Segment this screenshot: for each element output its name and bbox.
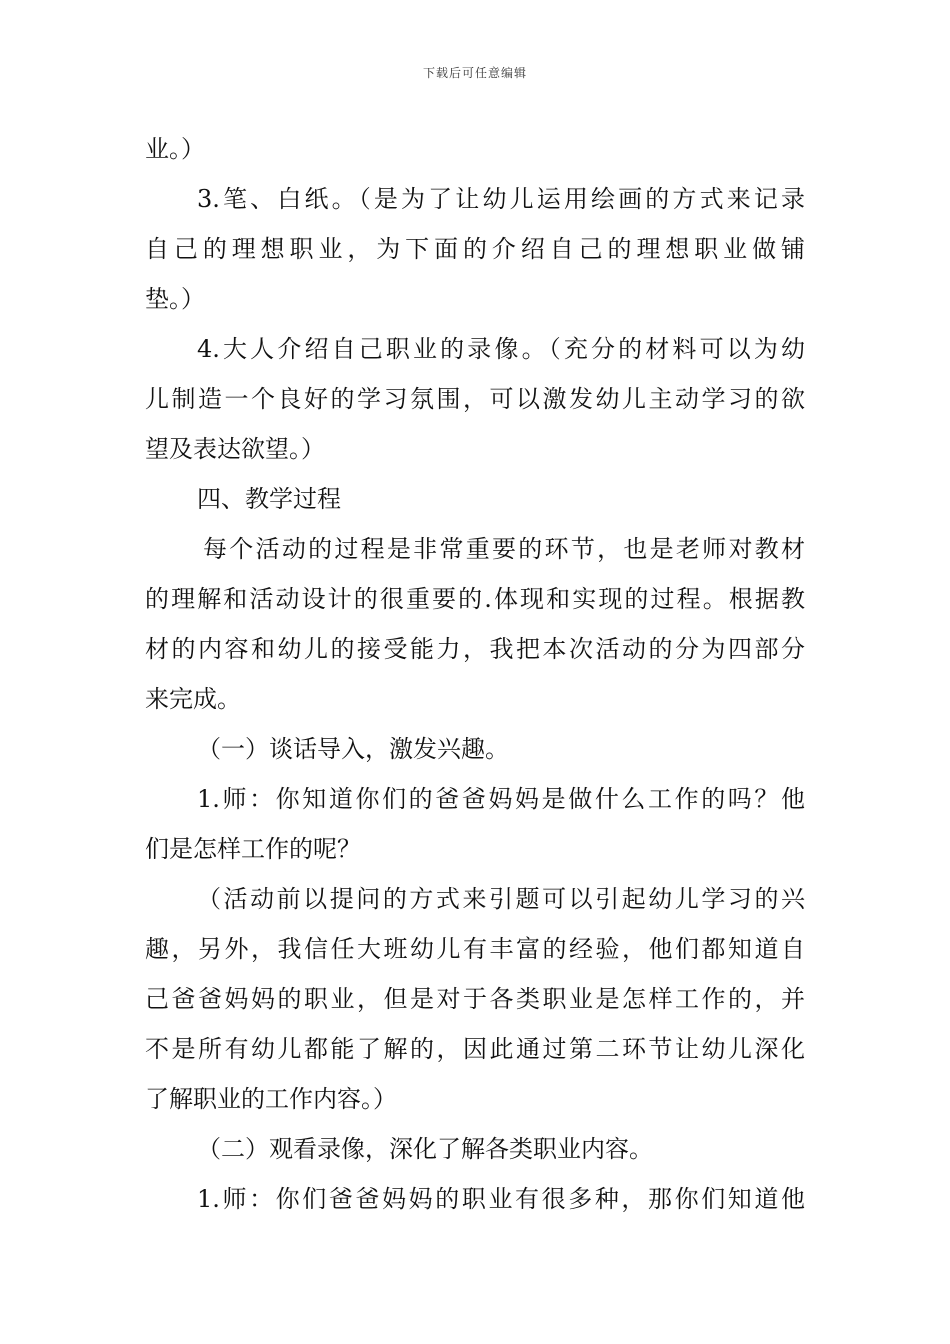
list-item-4: 4.大人介绍自己职业的录像。（充分的材料可以为幼 bbox=[197, 335, 805, 363]
document-body bbox=[145, 124, 805, 1224]
text-line: 趣，另外，我信任大班幼儿有丰富的经验，他们都知道自 bbox=[145, 935, 805, 963]
subsection-heading: （一）谈话导入，激发兴趣。 bbox=[197, 735, 509, 763]
text-line: 材的内容和幼儿的接受能力，我把本次活动的分为四部分 bbox=[145, 635, 805, 663]
paragraph-start: （活动前以提问的方式来引题可以引起幼儿学习的兴 bbox=[197, 885, 805, 913]
text-line: 己爸爸妈妈的职业，但是对于各类职业是怎样工作的，并 bbox=[145, 985, 805, 1013]
list-item-1: 1.师：你知道你们的爸爸妈妈是做什么工作的吗？他 bbox=[197, 785, 805, 813]
list-item-3: 3.笔、白纸。（是为了让幼儿运用绘画的方式来记录 bbox=[197, 185, 805, 213]
text-line: 了解职业的工作内容。） bbox=[145, 1085, 397, 1113]
text-line: 不是所有幼儿都能了解的，因此通过第二环节让幼儿深化 bbox=[145, 1035, 805, 1063]
text-line: 望及表达欲望。） bbox=[145, 435, 325, 463]
text-line: 来完成。 bbox=[145, 685, 241, 713]
subsection-heading: （二）观看录像，深化了解各类职业内容。 bbox=[197, 1135, 653, 1163]
header-note: 下载后可任意编辑 bbox=[422, 66, 527, 80]
section-heading: 四、教学过程 bbox=[197, 485, 341, 513]
list-item-1: 1.师：你们爸爸妈妈的职业有很多种，那你们知道他 bbox=[197, 1185, 805, 1213]
text-line: 儿制造一个良好的学习氛围，可以激发幼儿主动学习的欲 bbox=[145, 385, 805, 413]
text-line: 业。） bbox=[145, 135, 205, 163]
text-line: 自己的理想职业，为下面的介绍自己的理想职业做铺 bbox=[145, 235, 805, 263]
text-line: 们是怎样工作的呢？ bbox=[145, 835, 361, 863]
paragraph-start: 每个活动的过程是非常重要的环节，也是老师对教材 bbox=[203, 535, 805, 563]
text-line: 的理解和活动设计的很重要的.体现和实现的过程。根据教 bbox=[145, 585, 805, 613]
text-line: 垫。） bbox=[145, 285, 205, 313]
